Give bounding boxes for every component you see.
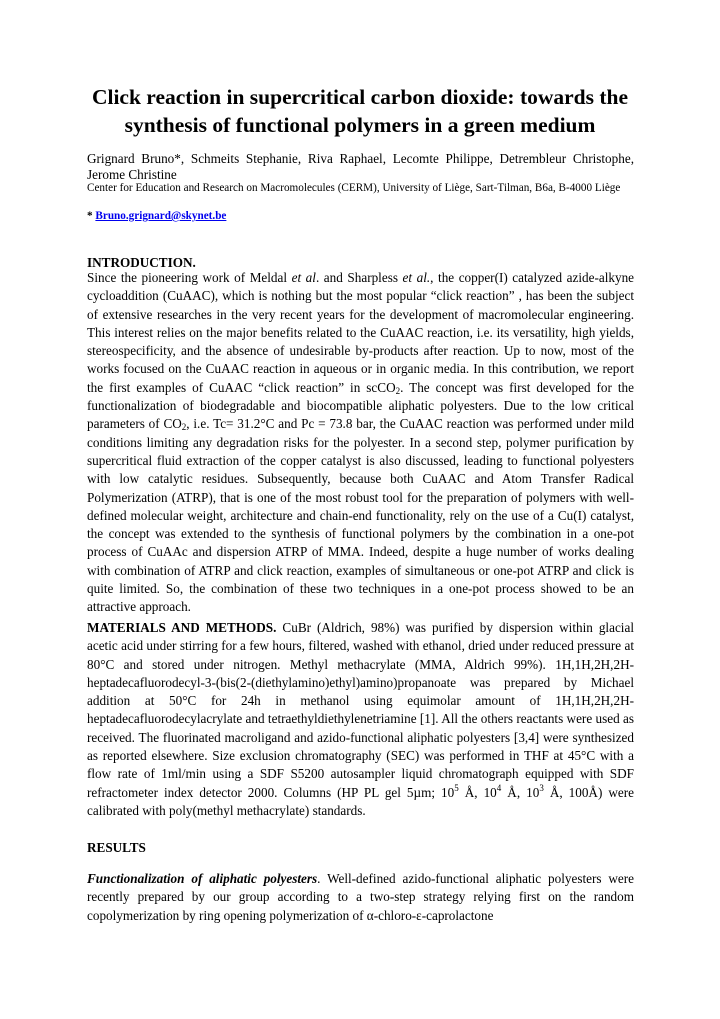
intro-text: , the copper(I) catalyzed azide-alkyne cycloaddition (CuAAC), which is nothing but the most popular “click reaction” , has been the subject of extensive researches in the very recent years for the development of macromolecular engineering. This interest relies on the major benefits related to the CuAAC reaction, i.e. its versatility, high yields, stereospecificity, and the absence of undesirable by-products after reaction. Up to now, most of the works focused on the CuAAC reaction in aqueous or in organic media. In this contribution, we report the first examples of CuAAC “click reaction” in scCO <box>87 270 635 395</box>
intro-text: . and Sharpless <box>315 270 403 285</box>
intro-text: Since the pioneering work of Meldal <box>87 270 292 285</box>
materials-heading: MATERIALS AND METHODS. <box>87 620 277 635</box>
email-link[interactable]: Bruno.grignard@skynet.be <box>95 210 227 222</box>
superscript: 3 <box>539 782 544 793</box>
intro-italic: et al. <box>402 270 431 285</box>
results-paragraph <box>87 870 634 925</box>
materials-text: CuBr (Aldrich, 98%) was purified by dispersion within glacial acetic acid under stirring for a few hours, filtered, washed with ethanol, dried under reduced pressure at 80°C and stored under nitrogen. Methyl methacrylate (MMA, Aldrich 99%). 1H,1H,2H,2H-heptadecafluorodecyl-3-(bis(2-(diethylamino)ethyl)amino)propanoate was prepared by Michael addition at 50°C for 24h in methanol using equimolar amount of 1H,1H,2H,2H-heptadecafluorodecylacrylate and tetraethyldiethylenetriamine [1]. All the others reactants were used as received. The fluorinated macroligand and azido-functional aliphatic polyesters [3,4] were synthesized as reported elsewhere. Size exclusion chromatography (SEC) was performed in THF at 45°C with a flow rate of 1ml/min using a SDF S5200 autosampler liquid chromatograph equipped with SDF refractometer index detector 2000. Columns (HP PL gel 5µm; 10 <box>87 620 634 800</box>
materials-text: Å, 10 <box>458 784 497 800</box>
materials-paragraph <box>87 619 634 820</box>
intro-text: . The concept was first developed for the functionalization of biodegradable and biocompatible aliphatic polyesters. Due to the low critical parameters of CO <box>87 379 634 432</box>
materials-text: Å, 100Å) were calibrated with poly(methyl methacrylate) standards. <box>87 784 634 818</box>
intro-italic: et al <box>291 270 316 285</box>
author-list: Grignard Bruno*, Schmeits Stephanie, Riva Raphael, Lecomte Philippe, Detrembleur Christophe, Jerome Christine <box>87 151 634 182</box>
results-heading: RESULTS <box>87 840 146 855</box>
results-subheading: Functionalization of aliphatic polyesters <box>87 871 318 886</box>
intro-text: , i.e. Tc= 31.2°C and Pc = 73.8 bar, the CuAAC reaction was performed under mild conditions limiting any degradation risks for the polyester. In a second step, polymer purification by supercritical fluid extraction of the copper catalyst is also discussed, leading to functional polyesters with low catalytic residues. Subsequently, because both CuAAC and Atom Transfer Radical Polymerization (ATRP), that is one of the most robust tool for the preparation of polymers with well-defined molecular weight, architecture and chain-end functionality, rely on the use of a Cu(I) catalyst, the concept was extended to the synthesis of functional polymers by the combination in a one-pot process of CuAAc and dispersion ATRP of MMA. Indeed, despite a huge number of works dealing with combination of ATRP and click reaction, examples of simultaneous or one-pot ATRP and click is quite limited. So, the combination of these two techniques in a one-pot process showed to be an attractive approach. <box>87 416 634 615</box>
subscript: 2 <box>181 422 187 433</box>
materials-text: Å, 10 <box>501 784 540 800</box>
introduction-paragraph <box>87 269 634 617</box>
results-text: . Well-defined azido-functional aliphatic polyesters were recently prepared by our group according to a two-step strategy relying first on the random copolymerization by ring opening polymerization of α-chloro-ε-caprolactone <box>87 871 634 923</box>
contact-email <box>87 209 634 223</box>
superscript: 4 <box>496 782 502 793</box>
introduction-heading: INTRODUCTION. <box>87 255 196 270</box>
superscript: 5 <box>454 782 459 793</box>
paper-title: Click reaction in supercritical carbon dioxide: towards the synthesis of functional polymers in a green medium <box>91 85 629 137</box>
subscript: 2 <box>395 385 401 396</box>
email-marker: * <box>87 210 96 222</box>
affiliation: Center for Education and Research on Macromolecules (CERM), University of Liège, Sart-Tilman, B6a, B-4000 Liège <box>87 182 621 194</box>
